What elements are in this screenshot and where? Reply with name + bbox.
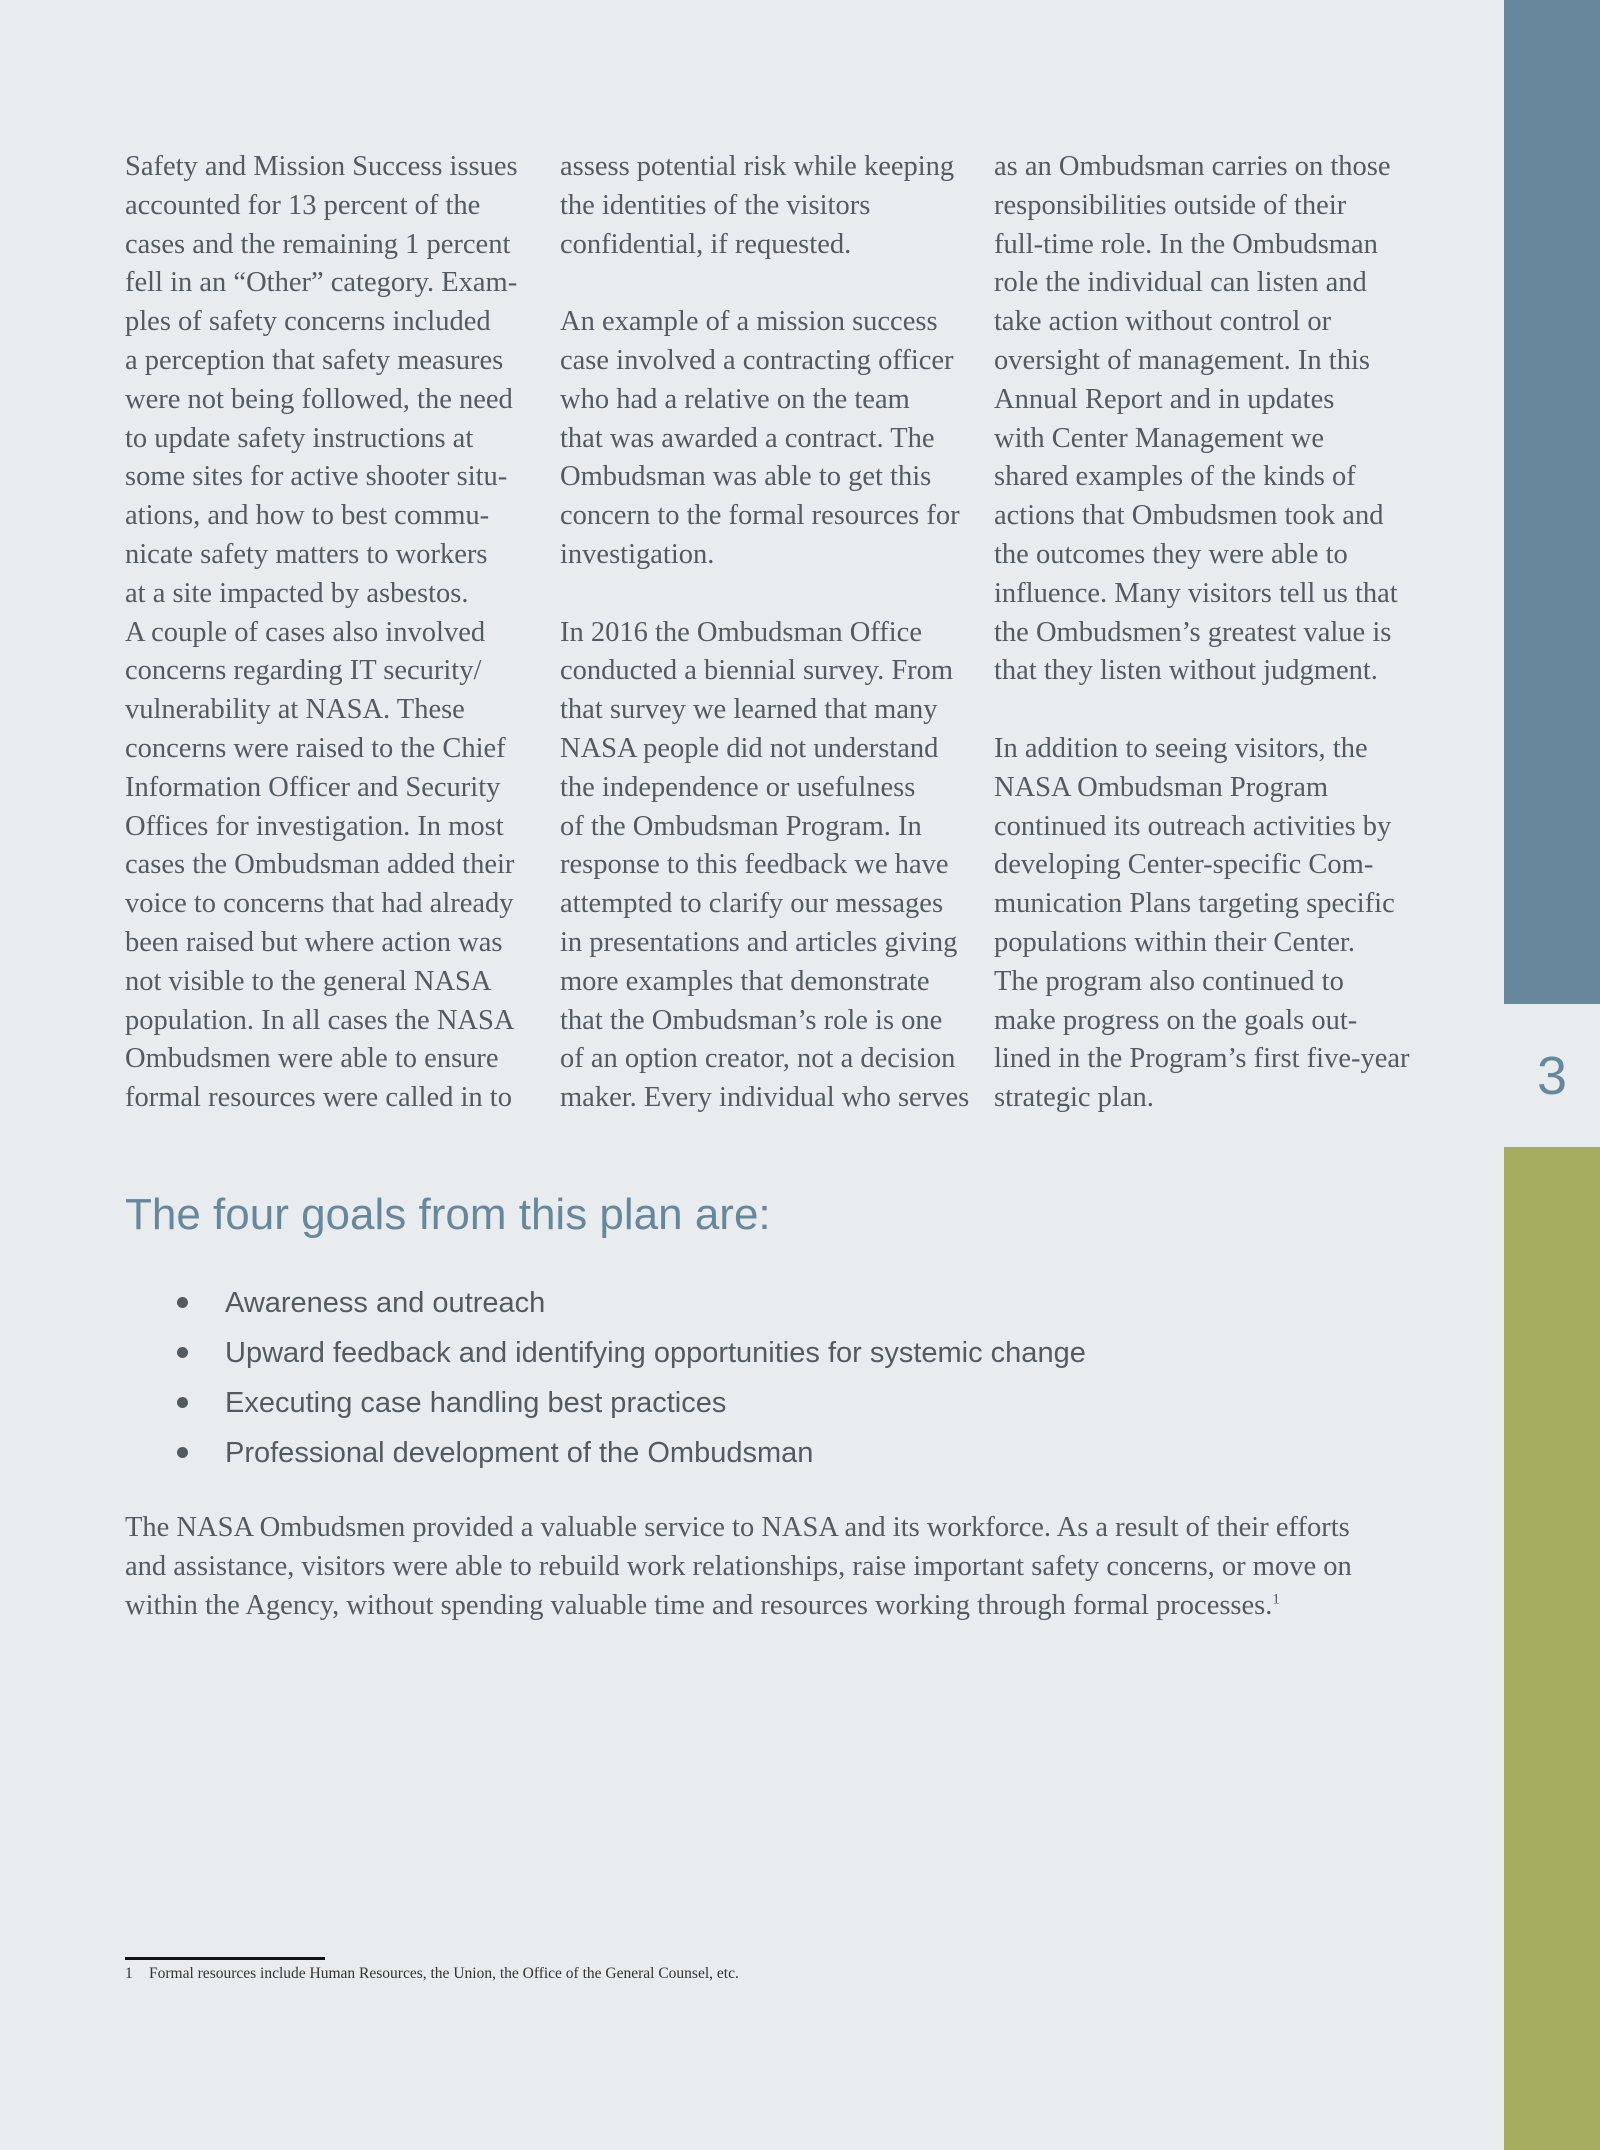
column-paragraph: An example of a mission success case involved a contracting officer who had a relative on the team that was awarded a contract. The Ombudsman was able to get this concern to the formal resources for investigation. <box>560 306 960 570</box>
text-column-1 <box>125 148 545 1118</box>
text-column-2 <box>560 148 980 1118</box>
goal-text: Executing case handling best practices <box>225 1387 727 1419</box>
sidebar-blue-band <box>1504 0 1600 1004</box>
goal-item <box>125 1334 1086 1384</box>
text-column-3 <box>994 148 1414 1118</box>
bullet-icon <box>177 1347 188 1358</box>
goal-item <box>125 1284 1086 1334</box>
column-paragraph: Safety and Mission Success issues accounted for 13 percent of the cases and the remaining 1 percent fell in an “Other” category. Exam- ples of safety concerns included a perception that safety measures were not being followed, the need to update safety instructions at some sites for active shooter situ- ations, and how to best commu- nicate safety matters to workers at a site impacted by asbestos. A couple of cases also involved concerns regarding IT security/ vulnerability at NASA. These concerns were raised to the Chief Information Officer and Security Offices for investigation. In most cases the Ombudsman added their voice to concerns that had already been raised but where action was not visible to the general NASA population. In all cases the NASA Ombudsmen were able to ensure formal resources were called in to <box>125 151 518 1114</box>
footnote-divider <box>125 1957 325 1960</box>
column-paragraph: assess potential risk while keeping the identities of the visitors confidential, if requested. <box>560 151 955 260</box>
bullet-icon <box>177 1447 188 1458</box>
column-paragraph: In addition to seeing visitors, the NASA Ombudsman Program continued its outreach activities by developing Center-specific Com- munication Plans targeting specific populations within their Center. The program also continued to make progress on the goals out- lined in the Program’s first five-year strategic plan. <box>994 732 1410 1114</box>
goal-text: Upward feedback and identifying opportunities for systemic change <box>225 1337 1086 1369</box>
column-paragraph: as an Ombudsman carries on those responsibilities outside of their full-time role. In the Ombudsman role the individual can listen and take action without control or oversight of management. In this Annual Report and in updates with Center Management we shared examples of the kinds of actions that Ombudsmen took and the outcomes they were able to influence. Many visitors tell us that the Ombudsmen’s greatest value is that they listen without judgment. <box>994 151 1398 687</box>
footnote <box>125 1965 739 1983</box>
sidebar-green-band <box>1504 1147 1600 2150</box>
goal-item <box>125 1384 1086 1434</box>
footnote-reference[interactable]: 1 <box>1272 1591 1280 1608</box>
column-paragraph: In 2016 the Ombudsman Office conducted a biennial survey. From that survey we learned that many NASA people did not understand the independence or usefulness of the Ombudsman Program. In response to this feedback we have attempted to clarify our messages in presentations and articles giving more examples that demonstrate that the Ombudsman’s role is one of an option creator, not a decision maker. Every individual who serves <box>560 616 970 1114</box>
footnote-text: Formal resources include Human Resources, the Union, the Office of the General Counsel, etc. <box>149 1965 739 1982</box>
closing-text: The NASA Ombudsmen provided a valuable service to NASA and its workforce. As a result of their efforts and assistance, visitors were able to rebuild work relationships, raise important safety concerns, or move on within the Agency, without spending valuable time and resources working through formal processes. <box>125 1512 1352 1621</box>
goals-heading: The four goals from this plan are: <box>125 1190 771 1239</box>
bullet-icon <box>177 1297 188 1308</box>
page-number: 3 <box>1536 1045 1568 1106</box>
footnote-number: 1 <box>125 1965 133 1982</box>
goal-text: Professional development of the Ombudsman <box>225 1437 814 1469</box>
closing-paragraph <box>125 1508 1425 1625</box>
goal-item <box>125 1434 1086 1484</box>
bullet-icon <box>177 1397 188 1408</box>
goals-list <box>125 1284 1086 1484</box>
goal-text: Awareness and outreach <box>225 1287 546 1319</box>
